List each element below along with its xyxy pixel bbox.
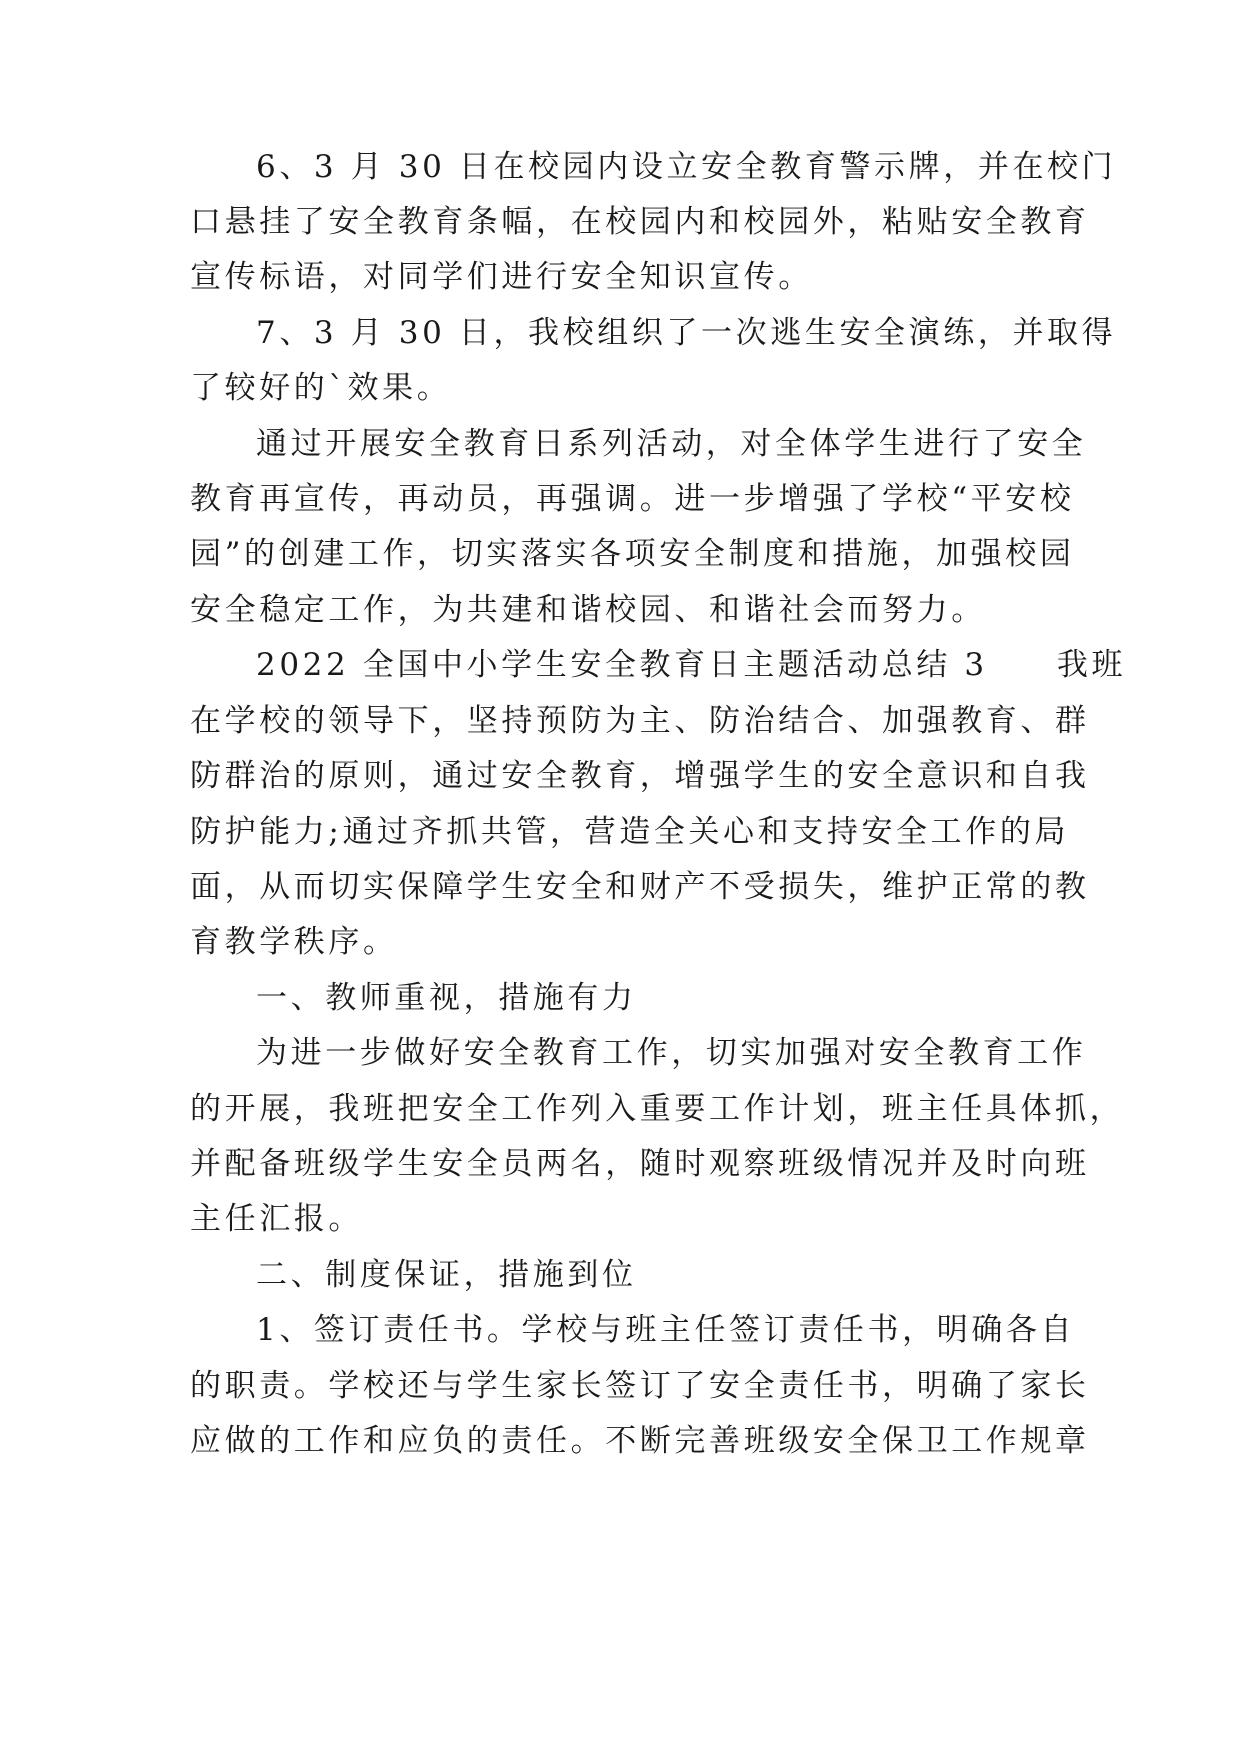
section-heading: 一、教师重视，措施有力 — [256, 980, 637, 1016]
text-line: 园”的创建工作，切实落实各项安全制度和措施，加强校园 — [190, 536, 1075, 572]
text-line: 在学校的领导下，坚持预防为主、防治结合、加强教育、群 — [190, 703, 1090, 739]
text-line: 防群治的原则，通过安全教育，增强学生的安全意识和自我 — [190, 758, 1090, 794]
text-line: 主任汇报。 — [190, 1201, 363, 1237]
text-line: 面，从而切实保障学生安全和财产不受损失，维护正常的教 — [190, 869, 1090, 905]
text-line: 的开展，我班把安全工作列入重要工作计划，班主任具体抓， — [190, 1091, 1125, 1127]
text-line: 宣传标语，对同学们进行安全知识宣传。 — [190, 259, 813, 295]
text-line: 7、3 月 30 日，我校组织了一次逃生安全演练，并取得 — [256, 315, 1117, 351]
text-line: 6、3 月 30 日在校园内设立安全教育警示牌，并在校门 — [256, 149, 1117, 185]
text-line: 安全稳定工作，为共建和谐校园、和谐社会而努力。 — [190, 592, 986, 628]
text-line: 口悬挂了安全教育条幅，在校园内和校园外，粘贴安全教育 — [190, 204, 1090, 240]
text-line: 教育再宣传，再动员，再强调。进一步增强了学校“平安校 — [190, 481, 1075, 517]
text-line: 1、签订责任书。学校与班主任签订责任书，明确各自 — [256, 1312, 1076, 1348]
text-line: 2022 全国中小学生安全教育日主题活动总结 3 我班 — [256, 647, 1127, 683]
text-line: 应做的工作和应负的责任。不断完善班级安全保卫工作规章 — [190, 1423, 1090, 1459]
text-line: 育教学秩序。 — [190, 924, 398, 960]
text-line: 的职责。学校还与学生家长签订了安全责任书，明确了家长 — [190, 1368, 1090, 1404]
text-line: 为进一步做好安全教育工作，切实加强对安全教育工作 — [256, 1035, 1087, 1071]
text-line: 了较好的`效果。 — [190, 370, 452, 406]
text-line: 并配备班级学生安全员两名，随时观察班级情况并及时向班 — [190, 1146, 1090, 1182]
text-line: 防护能力;通过齐抓共管，营造全关心和支持安全工作的局 — [190, 814, 1070, 850]
section-heading: 二、制度保证，措施到位 — [256, 1257, 637, 1293]
text-line: 通过开展安全教育日系列活动，对全体学生进行了安全 — [256, 426, 1087, 462]
